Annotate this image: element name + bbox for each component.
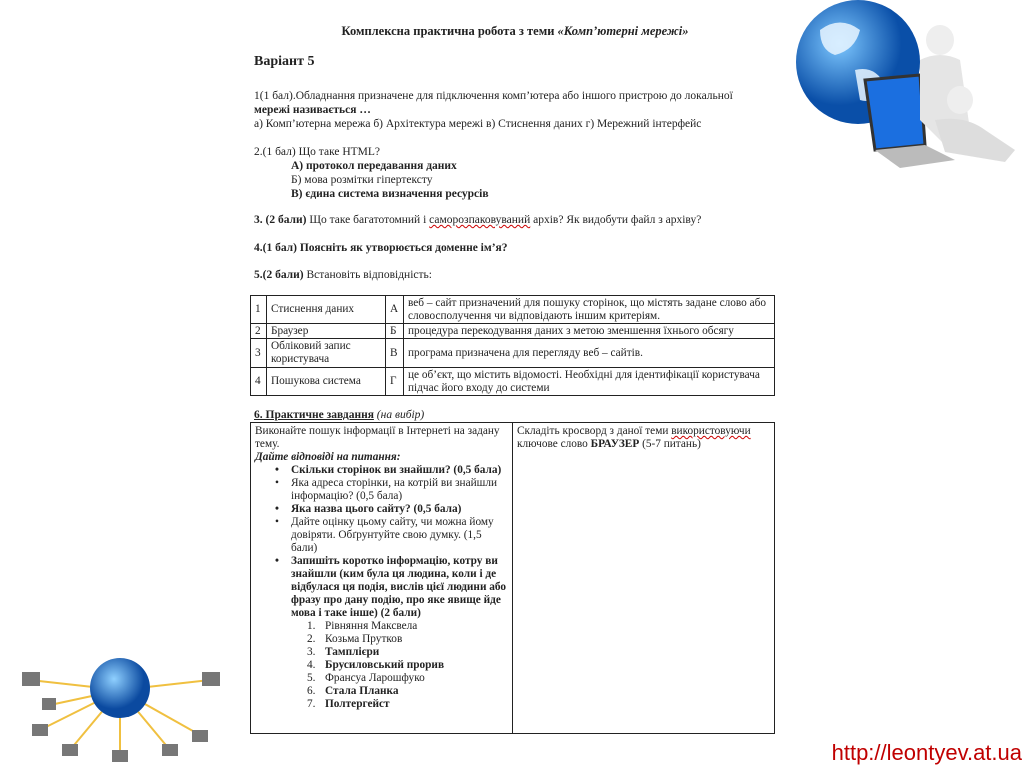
footer-url-link[interactable]: http://leontyev.at.ua: [831, 740, 1022, 765]
practical-task-table: [250, 422, 775, 734]
list-item: 5. Франсуа Ларошфуко: [307, 672, 425, 684]
question-4: 4.(1 бал) Поясніть як утворюється доменне ім’я?: [254, 242, 508, 254]
question-3: 3. (2 бали) Що таке багатотомний і саморозпаковуваний архів? Як видобути файл з архіву?: [254, 214, 702, 226]
list-item: • Яка адреса сторінки, на котрій ви знайшли інформацію? (0,5 бала): [275, 477, 508, 503]
question-2: 2.(1 бал) Що таке HTML?: [254, 146, 381, 158]
list-item: 6. Стала Планка: [307, 685, 399, 697]
question-1: 1(1 бал).Обладнання призначене для підключення комп’ютера або іншого пристрою до локальної мережі називається … а) Комп’ютерна мережа б) Архітектура мережі в) Стиснення даних г) Мережний інтерфейс: [254, 90, 733, 130]
table-row: 1 Стиснення даних А веб – сайт призначений для пошуку сторінок, що містять задане слово або словосполучення чи відповідають іншим критеріям.: [251, 296, 775, 324]
globe-people-illustration: [780, 0, 1024, 180]
q2-option-c: В) єдина система визначення ресурсів: [291, 188, 489, 200]
network-globe-illustration: [10, 650, 240, 768]
list-item: 4. Брусиловський прорив: [307, 659, 445, 671]
list-item: 2. Козьма Прутков: [307, 633, 403, 645]
list-item: • Дайте оцінку цьому сайту, чи можна йому довіряти. Обґрунтуйте свою думку. (1,5 бали): [275, 516, 508, 555]
list-item: 7. Полтергейст: [307, 698, 390, 710]
table-row: 4 Пошукова система Г це об’єкт, що містить відомості. Необхідні для ідентифікації користувача підчас його входу до системи: [251, 368, 775, 396]
question-6: 6. Практичне завдання (на вибір): [254, 409, 425, 421]
list-item: • Скільки сторінок ви знайшли? (0,5 бала): [275, 464, 508, 477]
q2-option-b: Б) мова розмітки гіпертексту: [291, 174, 433, 186]
list-item: 3. Тамплієри: [307, 646, 380, 658]
matching-table: [250, 295, 775, 396]
q2-option-a: А) протокол передавання даних: [291, 160, 457, 172]
list-item: • Яка назва цього сайту? (0,5 бала): [275, 503, 508, 516]
table-row: 3 Обліковий запис користувача В програма призначена для перегляду веб – сайтів.: [251, 339, 775, 368]
list-item: 1. Рівняння Максвела: [307, 620, 418, 632]
question-5: 5.(2 бали) Встановіть відповідність:: [254, 269, 432, 281]
table-row: 2 Браузер Б процедура перекодування даних з метою зменшення їхнього обсягу: [251, 324, 775, 339]
document-title: Комплексна практична робота з теми «Комп’ютерні мережі»: [341, 24, 689, 38]
list-item: • Запишіть коротко інформацію, котру ви знайшли (ким була ця людина, коли і де відбулася ця подія, вислів цієї людини або фразу про дану подію, про яке явище йде мова і таке інше) (2 бали): [275, 555, 508, 620]
variant-heading: Варіант 5: [254, 54, 315, 69]
task-search: Виконайте пошук інформації в Інтернеті на задану тему. Дайте відповіді на питання: • Скільки сторінок ви знайшли? (0,5 бала) • Яка адреса сторінки, на котрій ви знайшли інформацію? (0,5 бала) • Яка назва цього сайту? (0,5 бала) • Дайте оцінку цьому сайту, чи можна йому довіряти. Обґрунтуйте свою думку. (1,5 бали) • Запишіть коротко інформацію, котру ви знайшли (ким була ця людина, коли і де відбулася ця подія, вислів цієї людини або фразу про дану подію, про яке явище йде мова і таке інше) (2 бали) 1. Рівняння Максвела 2. Козьма Прутков 3. Тамплієри 4. Брусиловський прорив 5. Франсуа Ларошфуко 6. Стала Планка 7. Полтергейст: [251, 423, 513, 734]
task-crossword: Складіть кросворд з даної теми використовуючи ключове слово БРАУЗЕР (5-7 питань): [513, 423, 775, 734]
